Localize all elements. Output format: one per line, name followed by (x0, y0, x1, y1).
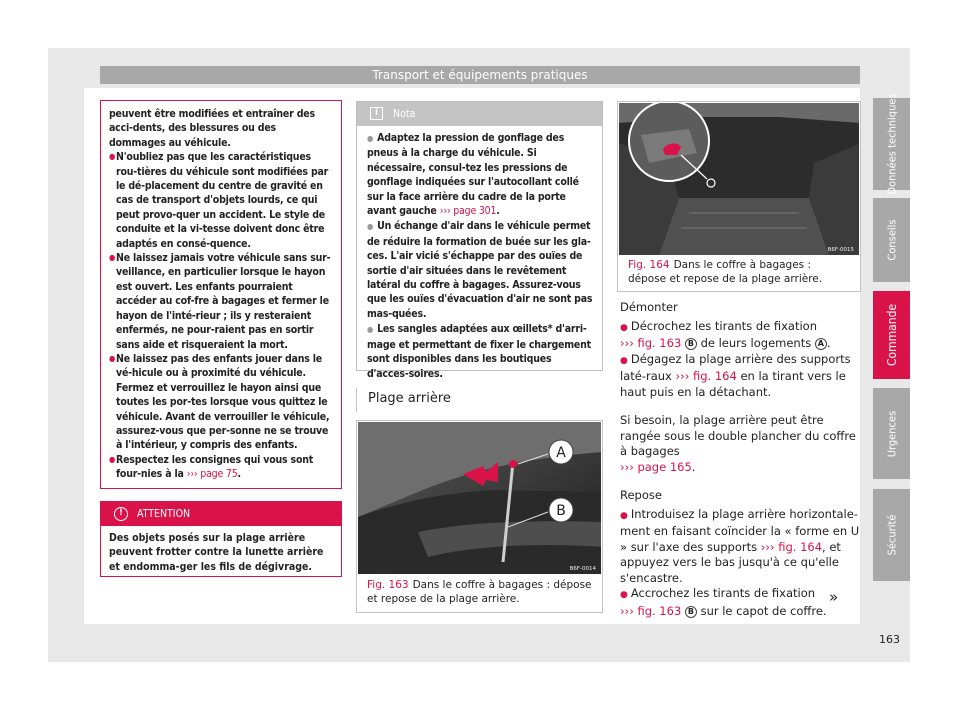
section-title: Plage arrière (356, 388, 603, 412)
page-header: Transport et équipements pratiques (100, 66, 860, 84)
figure-link[interactable]: ››› fig. 164 (675, 369, 737, 383)
bullet-icon: ● (367, 325, 374, 335)
ref-badge-a: A (815, 338, 827, 350)
remove-step-1: ● Décrochez les tirants de fixation ››› fig. 163 B de leurs logements A . (620, 318, 831, 350)
note-list (357, 126, 602, 381)
tab-conseils[interactable]: Conseils (873, 198, 910, 282)
note-item: ● Un échange d'air dans le véhicule permet de réduire la formation de buée sur les gla-ces. L'air vicié s'échappe par des ouïes de sortie d'air situées dans le revêtement latéral du coffre à bagages. Assurez-vous que les ouïes d'évacuation d'air ne sont pas mas-quées. (367, 220, 593, 320)
figure-link[interactable]: ››› fig. 163 (620, 336, 682, 350)
page-link[interactable]: ››› page 75 (186, 468, 238, 481)
bullet-icon: ● (367, 222, 374, 232)
bullet-icon: ● (367, 134, 374, 143)
note-item: ● Les sangles adaptées aux œillets* d'arri-mage et permettant de fixer le chargement sont disponibles dans les boutiques d'acces-soires. (367, 323, 591, 380)
warning-list (109, 150, 333, 481)
remove-heading: Démonter (620, 300, 678, 314)
install-heading: Repose (620, 488, 662, 502)
attention-header: ! ATTENTION (101, 502, 341, 526)
warning-item: ● Ne laissez pas des enfants jouer dans le vé-hicule ou à proximité du véhicule. Fermez et verrouillez le hayon ainsi que toutes les por-tes lorsque vous quittez le véhicule. Avant de verrouiller le véhicule, assurez-vous que per-sonne ne se trouve à l'intérieur, y compris des enfants. (109, 352, 333, 453)
info-icon: i (370, 107, 383, 120)
callout-b: B (556, 503, 566, 519)
attention-text: Des objets posés sur la plage arrière peuvent frotter contre la lunette arrière et endomma-ger les fils de dégivrage. (109, 532, 324, 573)
install-step-2: ● Accrochez les tirants de fixation ››› fig. 163 B sur le capot de coffre. (620, 586, 827, 618)
tab-donnees-techniques[interactable]: Données techniques (873, 98, 910, 190)
tailgate-illustration (358, 422, 601, 574)
bullet-icon: ● (620, 355, 628, 366)
note-header: i Nota (357, 102, 602, 126)
install-step-1: ● Introduisez la plage arrière horizontale-ment en faisant coïncider la « forme en U » sur l'axe des supports ››› fig. 164, et appuyez vers le bas jusqu'à ce qu'elle s'encastre. (620, 506, 860, 585)
note-item: ● Adaptez la pression de gonflage des pneus à la charge du véhicule. Si nécessaire, consul-tez les pressions de gonflage indiquées sur l'autocollant collé sur la face arrière du cadre de la porte avant gauche ››› page 301. (367, 132, 579, 218)
warning-item: ● Respectez les consignes qui vous sont four-nies à la ››› page 75. (109, 453, 333, 482)
warning-item: ● Ne laissez jamais votre véhicule sans sur-veillance, en particulier lorsque le hayon est ouvert. Les enfants pourraient accéder au cof-fre à bagages et fermer le hayon de l'inté-rieur ; ils y resteraient enfermés, ne pour-raient pas en sortir sans aide et risqueraient la mort. (109, 251, 333, 352)
trunk-illustration (619, 103, 859, 255)
figure-163-image (358, 422, 601, 574)
tab-urgences[interactable]: Urgences (873, 388, 910, 479)
attention-box (100, 501, 342, 577)
ref-badge-b: B (685, 338, 697, 350)
figure-163 (356, 420, 603, 613)
figure-164 (617, 101, 861, 292)
page-link[interactable]: ››› page 301 (439, 205, 497, 218)
callout-a: A (556, 445, 566, 461)
remove-step-2: ● Dégagez la plage arrière des supports laté-raux ››› fig. 164 en la tirant vers le haut puis en la détachant. (620, 351, 851, 399)
exclamation-icon: ! (114, 507, 128, 521)
warning-item: ● N'oubliez pas que les caractéristiques rou-tières du véhicule sont modifiées par le dé-placement du centre de gravité en cas de transport d'objets lourds, ce qui peut provo-quer un accident. Le style de conduite et la vi-tesse doivent donc être adaptés en consé-quence. (109, 150, 333, 251)
page-link[interactable]: ››› page 165 (620, 459, 692, 474)
warning-intro: peuvent être modifiées et entraîner des acci-dents, des blessures ou des dommages au véhicule. (109, 108, 315, 149)
bullet-icon: ● (620, 510, 628, 521)
bullet-icon: ● (620, 322, 628, 333)
image-code: B6F-0014 (569, 566, 596, 572)
figure-164-image (619, 103, 859, 255)
page-number: 163 (879, 633, 900, 646)
tab-commande[interactable]: Commande (873, 291, 910, 379)
note-box (356, 101, 603, 380)
storage-paragraph: Si besoin, la plage arrière peut être rangée sous le double plancher du coffre à bagages ››› page 165. (620, 413, 856, 474)
ref-badge-b: B (685, 606, 697, 618)
instructions-column (620, 300, 860, 619)
figure-164-caption: Fig. 164 Dans le coffre à bagages : dépose et repose de la plage arrière. (628, 259, 823, 285)
tab-securite[interactable]: Sécurité (873, 489, 910, 581)
image-code: B6F-0015 (827, 247, 854, 253)
warning-box (100, 100, 342, 489)
continue-arrow: » (829, 588, 839, 606)
figure-163-caption: Fig. 163 Dans le coffre à bagages : dépose et repose de la plage arrière. (367, 579, 592, 605)
figure-link[interactable]: ››› fig. 163 (620, 603, 682, 618)
figure-link[interactable]: ››› fig. 164 (760, 539, 823, 554)
bullet-icon: ● (620, 590, 628, 600)
